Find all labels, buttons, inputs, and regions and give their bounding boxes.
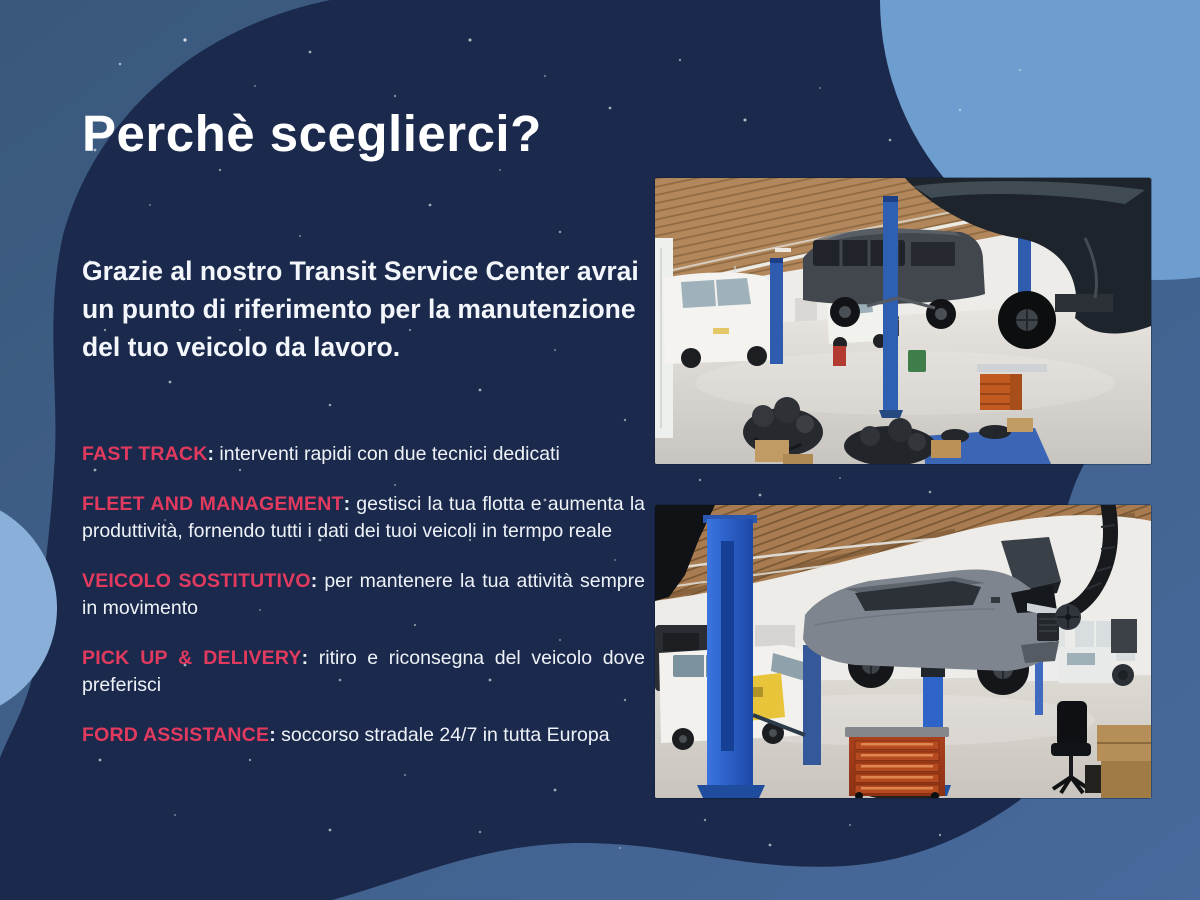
service-description: interventi rapidi con due tecnici dedicati: [219, 443, 560, 465]
service-item-pick-up-delivery: [82, 645, 645, 699]
service-item-ford-assistance: [82, 722, 645, 749]
workshop-photo-bottom: [655, 505, 1151, 798]
service-separator: :: [269, 724, 282, 746]
service-item-fleet-management: [82, 491, 645, 545]
workshop-lift-illustration: [655, 505, 1151, 798]
service-label: VEICOLO SOSTITUTIVO: [82, 570, 311, 592]
service-label: FORD ASSISTANCE: [82, 724, 270, 746]
service-description: soccorso stradale 24/7 in tutta Europa: [281, 724, 610, 746]
service-description: ritiro e riconsegna del veicolo dove preferisci: [82, 647, 645, 696]
service-separator: :: [207, 443, 220, 465]
service-label: PICK UP & DELIVERY: [82, 647, 302, 669]
workshop-overview-illustration: [655, 178, 1151, 464]
workshop-photo-top: [655, 178, 1151, 464]
services-list: [82, 441, 645, 749]
service-label: FLEET AND MANAGEMENT: [82, 493, 344, 515]
service-separator: :: [310, 570, 325, 592]
service-separator: :: [301, 647, 319, 669]
service-description: per mantenere la tua attività sempre in movimento: [82, 570, 645, 619]
service-item-veicolo-sostitutivo: [82, 568, 645, 622]
service-label: FAST TRACK: [82, 443, 208, 465]
service-item-fast-track: [82, 441, 645, 468]
service-description: gestisci la tua flotta e aumenta la produttività, fornendo tutti i dati dei tuoi veicoli in termpo reale: [82, 493, 646, 542]
intro-text: Grazie al nostro Transit Service Center avrai un punto di riferimento per la manutenzione del tuo veicolo da lavoro.: [82, 256, 639, 362]
service-separator: :: [343, 493, 357, 515]
page-title: Perchè sceglierci?: [82, 105, 542, 162]
